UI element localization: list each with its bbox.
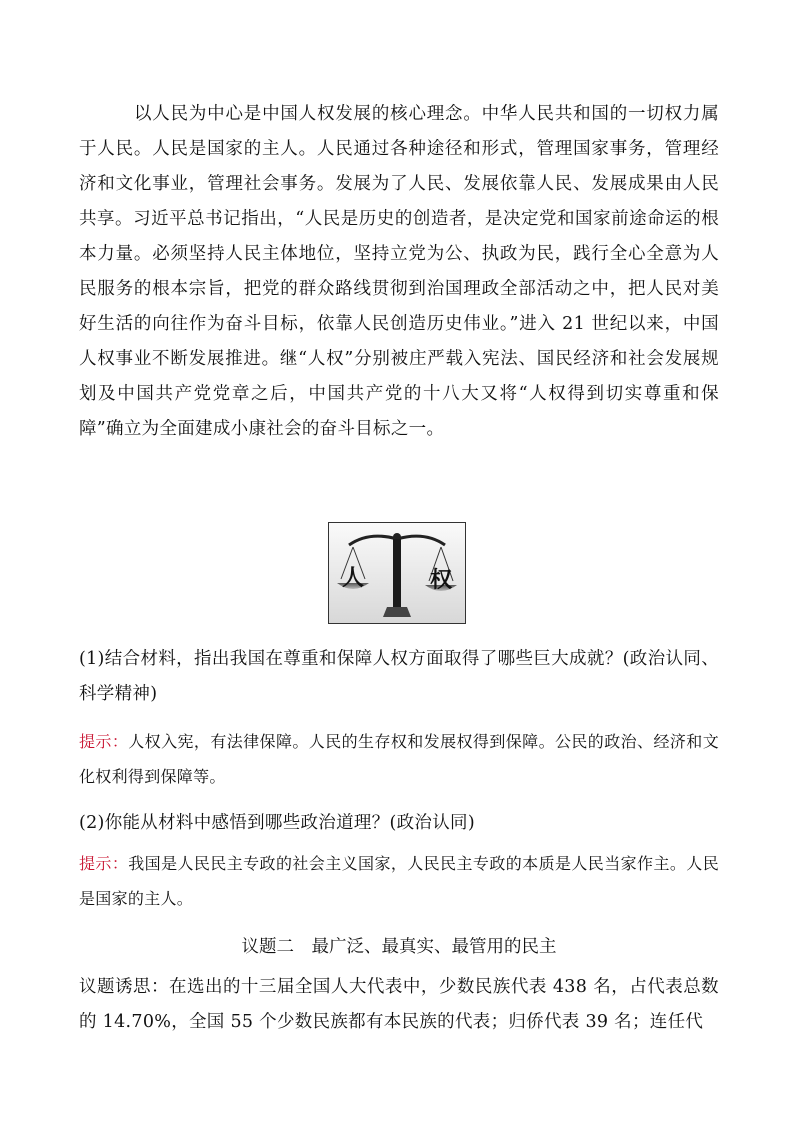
scale-left-char: 人 <box>341 566 365 591</box>
hint-2 <box>79 846 719 916</box>
question-2: (2)你能从材料中感悟到哪些政治道理？(政治认同) <box>79 813 475 833</box>
scale-right-char: 权 <box>429 568 453 593</box>
section-title: 议题二 最广泛、最真实、最管用的民主 <box>241 937 557 957</box>
human-rights-scale-image <box>328 522 466 624</box>
hint-label: 提示： <box>79 854 129 873</box>
balance-scale-icon <box>329 523 465 623</box>
hint-1-text: 人权入宪，有法律保障。人民的生存权和发展权得到保障。公民的政治、经济和文化权利得到保障等。 <box>79 732 719 786</box>
hint-1 <box>79 724 719 794</box>
material-paragraph: 以人民为中心是中国人权发展的核心理念。中华人民共和国的一切权力属于人民。人民是国家的主人。人民通过各种途径和形式，管理国家事务，管理经济和文化事业，管理社会事务。发展为了人民、发展依靠人民、发展成果由人民共享。习近平总书记指出，“人民是历史的创造者，是决定党和国家前途命运的根本力量。必须坚持人民主体地位，坚持立党为公、执政为民，践行全心全意为人民服务的根本宗旨，把党的群众路线贯彻到治国理政全部活动之中，把人民对美好生活的向往作为奋斗目标，依靠人民创造历史伟业。”进入 21 世纪以来，中国人权事业不断发展推进。继“人权”分别被庄严载入宪法、国民经济和社会发展规划及中国共产党党章之后，中国共产党的十八大又将“人权得到切实尊重和保障”确立为全面建成小康社会的奋斗目标之一。 <box>79 104 719 439</box>
hint-2-text: 我国是人民民主专政的社会主义国家，人民民主专政的本质是人民当家作主。人民是国家的主人。 <box>79 854 719 908</box>
hint-label: 提示： <box>79 732 129 751</box>
question-1: (1)结合材料，指出我国在尊重和保障人权方面取得了哪些巨大成就？(政治认同、科学精神) <box>79 649 719 704</box>
topic-paragraph: 议题诱思：在选出的十三届全国人大代表中，少数民族代表 438 名，占代表总数的 14.70%，全国 55 个少数民族都有本民族的代表；归侨代表 39 名；连任代 <box>79 977 719 1032</box>
